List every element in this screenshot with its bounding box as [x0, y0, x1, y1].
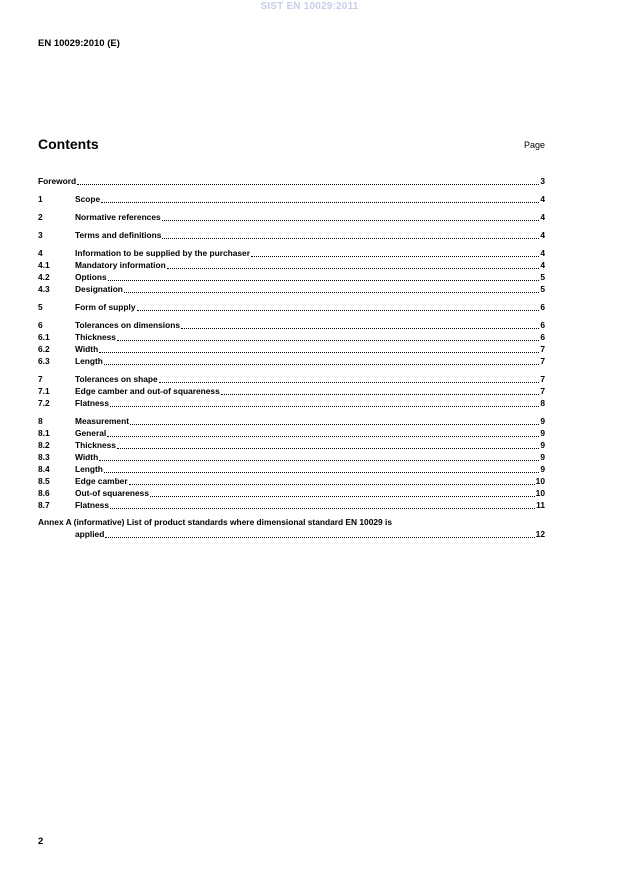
- leader-dots: [104, 355, 539, 365]
- toc-page: 3: [540, 176, 545, 186]
- leader-dots: [117, 331, 539, 341]
- toc-number: 6: [38, 320, 43, 330]
- toc-title: Length: [75, 356, 103, 366]
- leader-dots: [108, 271, 540, 281]
- toc-entry-8[interactable]: [38, 415, 545, 427]
- toc-title: Thickness: [75, 332, 116, 342]
- toc-title: Edge camber: [75, 476, 128, 486]
- toc-title: Measurement: [75, 416, 129, 426]
- table-of-contents: [38, 175, 545, 540]
- toc-entry-8-5[interactable]: [38, 475, 545, 487]
- leader-dots: [162, 211, 540, 221]
- toc-number: 8.1: [38, 428, 50, 438]
- toc-title: Form of supply: [75, 302, 136, 312]
- toc-number: 7: [38, 374, 43, 384]
- toc-title: Scope: [75, 194, 101, 204]
- leader-dots: [124, 283, 539, 293]
- toc-page: 5: [540, 284, 545, 294]
- toc-title: applied: [75, 529, 105, 539]
- toc-entry-7-1[interactable]: [38, 385, 545, 397]
- leader-dots: [105, 528, 534, 538]
- toc-number: 6.2: [38, 344, 50, 354]
- toc-title: Edge camber and out-of squareness: [75, 386, 220, 396]
- toc-title: Length: [75, 464, 103, 474]
- toc-page: 10: [535, 488, 545, 498]
- toc-entry-4-3[interactable]: [38, 283, 545, 295]
- toc-page: 7: [540, 344, 545, 354]
- toc-title: Options: [75, 272, 107, 282]
- toc-entry-4-2[interactable]: [38, 271, 545, 283]
- toc-title: Tolerances on dimensions: [75, 320, 181, 330]
- toc-page: 9: [540, 440, 545, 450]
- toc-page: 4: [540, 212, 545, 222]
- toc-title: Thickness: [75, 440, 116, 450]
- toc-entry-annex-a-cont[interactable]: [38, 528, 545, 540]
- toc-number: 3: [38, 230, 43, 240]
- leader-dots: [221, 385, 540, 395]
- toc-page: 10: [535, 476, 545, 486]
- toc-title: Terms and definitions: [75, 230, 162, 240]
- toc-page: 7: [540, 386, 545, 396]
- page-column-header: Page: [523, 140, 545, 150]
- toc-page: 6: [540, 332, 545, 342]
- toc-entry-4[interactable]: [38, 247, 545, 259]
- toc-page: 6: [540, 320, 545, 330]
- toc-number: 8: [38, 416, 43, 426]
- watermark: SIST EN 10029:2011: [260, 1, 359, 12]
- toc-title: Foreword: [38, 176, 77, 186]
- toc-page: 4: [540, 248, 545, 258]
- toc-page: 7: [540, 356, 545, 366]
- toc-entry-1[interactable]: [38, 193, 545, 205]
- leader-dots: [150, 487, 535, 497]
- toc-title: Out-of squareness: [75, 488, 149, 498]
- toc-entry-6-2[interactable]: [38, 343, 545, 355]
- page-number: 2: [38, 836, 44, 847]
- toc-entry-7-2[interactable]: [38, 397, 545, 409]
- toc-page: 9: [540, 452, 545, 462]
- toc-page: 6: [540, 302, 545, 312]
- toc-entry-6-1[interactable]: [38, 331, 545, 343]
- leader-dots: [167, 259, 540, 269]
- toc-entry-2[interactable]: [38, 211, 545, 223]
- toc-page: 5: [540, 272, 545, 282]
- toc-entry-8-7[interactable]: [38, 499, 545, 511]
- toc-title: Mandatory information: [75, 260, 166, 270]
- toc-number: 8.6: [38, 488, 50, 498]
- toc-page: 11: [536, 500, 545, 510]
- toc-title: Tolerances on shape: [75, 374, 158, 384]
- toc-entry-6[interactable]: [38, 319, 545, 331]
- leader-dots: [101, 193, 539, 203]
- leader-dots: [159, 373, 540, 383]
- toc-number: 4.3: [38, 284, 50, 294]
- toc-title: Width: [75, 344, 99, 354]
- toc-number: 8.3: [38, 452, 50, 462]
- toc-entry-3[interactable]: [38, 229, 545, 241]
- toc-number: 8.2: [38, 440, 50, 450]
- toc-number: 6.1: [38, 332, 50, 342]
- document-id: EN 10029:2010 (E): [38, 38, 120, 49]
- toc-entry-annex-a[interactable]: [38, 517, 545, 528]
- toc-page: 7: [540, 374, 545, 384]
- toc-entry-8-3[interactable]: [38, 451, 545, 463]
- toc-number: 8.7: [38, 500, 50, 510]
- toc-entry-4-1[interactable]: [38, 259, 545, 271]
- leader-dots: [104, 463, 539, 473]
- toc-page: 9: [540, 416, 545, 426]
- toc-entry-8-1[interactable]: [38, 427, 545, 439]
- leader-dots: [251, 247, 539, 257]
- toc-number: 8.5: [38, 476, 50, 486]
- leader-dots: [117, 439, 539, 449]
- toc-entry-foreword[interactable]: [38, 175, 545, 187]
- toc-page: 8: [540, 398, 545, 408]
- toc-page: 9: [540, 464, 545, 474]
- toc-page: 12: [535, 529, 545, 539]
- toc-number: 1: [38, 194, 43, 204]
- leader-dots: [99, 343, 539, 353]
- leader-dots: [130, 415, 539, 425]
- toc-entry-8-6[interactable]: [38, 487, 545, 499]
- leader-dots: [181, 319, 539, 329]
- toc-entry-7[interactable]: [38, 373, 545, 385]
- toc-page: 4: [540, 230, 545, 240]
- toc-page: 4: [540, 194, 545, 204]
- toc-number: 6.3: [38, 356, 50, 366]
- toc-title: Flatness: [75, 398, 109, 408]
- toc-title: Normative references: [75, 212, 161, 222]
- leader-dots: [77, 175, 539, 185]
- leader-dots: [137, 301, 540, 311]
- leader-dots: [129, 475, 535, 485]
- leader-dots: [162, 229, 539, 239]
- toc-title: Designation: [75, 284, 123, 294]
- toc-number: 4.2: [38, 272, 50, 282]
- toc-number: 4: [38, 248, 43, 258]
- toc-entry-5[interactable]: [38, 301, 545, 313]
- toc-page: 9: [540, 428, 545, 438]
- toc-number: 5: [38, 302, 43, 312]
- leader-dots: [107, 427, 539, 437]
- toc-entry-8-4[interactable]: [38, 463, 545, 475]
- toc-number: 7.1: [38, 386, 50, 396]
- toc-number: 4.1: [38, 260, 50, 270]
- toc-annex-title: Annex A (informative) List of product standards where dimensional standard EN 10029 is: [38, 517, 392, 527]
- leader-dots: [110, 499, 535, 509]
- leader-dots: [99, 451, 539, 461]
- toc-number: 2: [38, 212, 43, 222]
- toc-entry-8-2[interactable]: [38, 439, 545, 451]
- toc-entry-6-3[interactable]: [38, 355, 545, 367]
- toc-title: Information to be supplied by the purchaser: [75, 248, 250, 258]
- toc-title: Width: [75, 452, 99, 462]
- toc-number: 7.2: [38, 398, 50, 408]
- contents-title: Contents: [38, 136, 99, 152]
- toc-page: 4: [540, 260, 545, 270]
- toc-number: 8.4: [38, 464, 50, 474]
- leader-dots: [110, 397, 539, 407]
- toc-title: Flatness: [75, 500, 109, 510]
- toc-title: General: [75, 428, 107, 438]
